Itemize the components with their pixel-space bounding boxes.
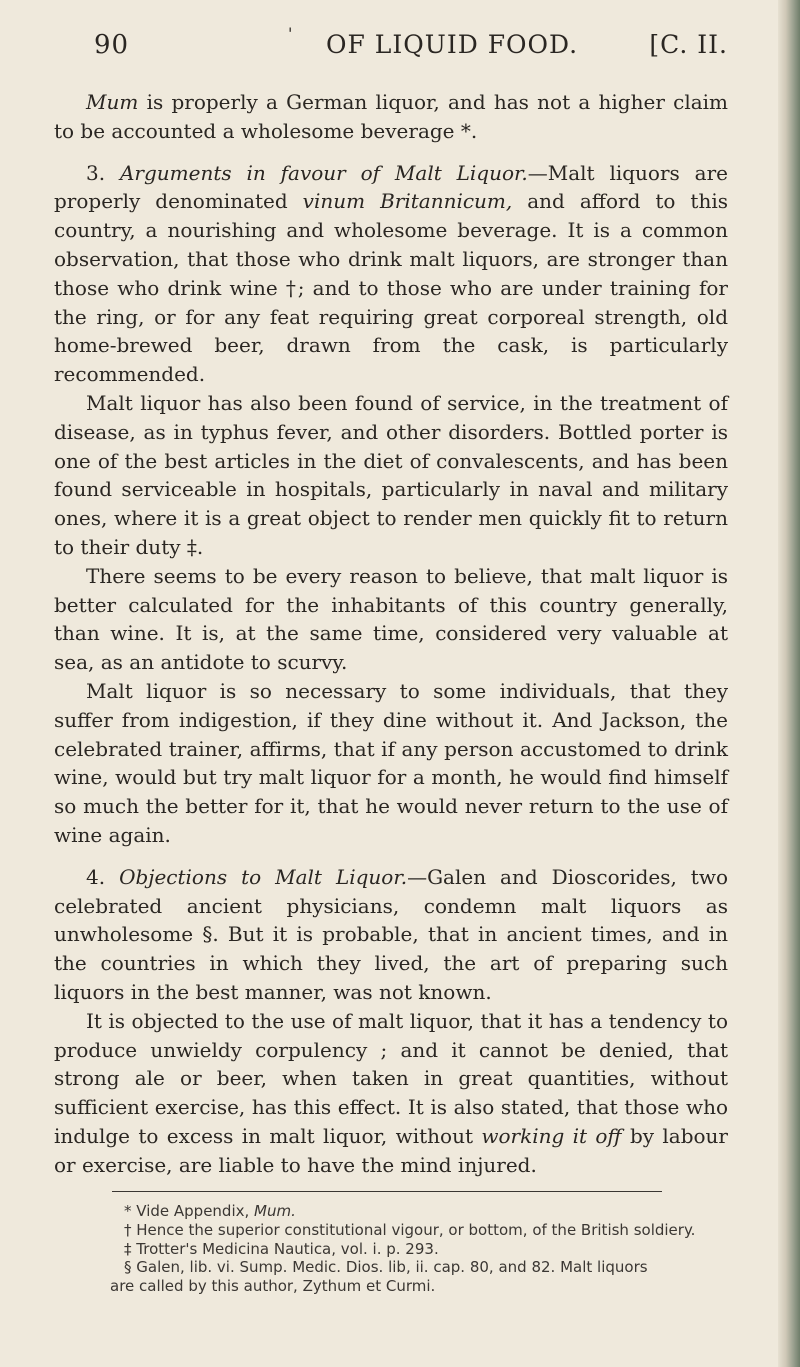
page-edge-binding	[778, 0, 800, 1367]
chapter-reference: [C. II.	[649, 30, 728, 59]
footnotes	[54, 1202, 728, 1295]
section-heading: Objections to Malt Liquor.	[119, 864, 408, 889]
paragraph-inhabitants: There seems to be every reason to believe, that malt liquor is better calculated for the inhabitants of this country generally, than wine. It is, at the same time, considered very valuable at sea, as an antidote to scurvy.	[54, 563, 728, 675]
running-head	[54, 22, 728, 86]
section-4-paragraph	[54, 863, 728, 1007]
body-text	[54, 88, 728, 1179]
footnote-2: † Hence the superior constitutional vigour, or bottom, of the British soldiery.	[124, 1221, 696, 1240]
footnote-4-continued: are called by this author, Zythum et Curmi.	[110, 1276, 436, 1295]
paragraph-text: —Malt liquors are properly denominated	[54, 160, 728, 214]
paragraph-mum	[54, 88, 728, 146]
term-mum: Mum	[86, 90, 139, 114]
emphasis-working-it-off: working it off	[481, 1123, 622, 1148]
footnote-rule	[112, 1191, 662, 1192]
section-heading: Arguments in favour of Malt Liquor.	[119, 160, 528, 185]
footnote-term: Mum.	[254, 1202, 296, 1221]
footnote-3: ‡ Trotter's Medicina Nautica, vol. i. p. 293.	[124, 1239, 439, 1258]
section-number: 3.	[86, 160, 120, 185]
paragraph-text: It is objected to the use of malt liquor, that it has a tendency to produce unwieldy corpulency ; and it cannot be denied, that strong ale or beer, when taken in great quantities, without sufficient exercise, has this effect. It is also stated, that those who indulge to excess in malt liquor, without	[54, 1008, 728, 1148]
footnote-4: § Galen, lib. vi. Sump. Medic. Dios. lib, ii. cap. 80, and 82. Malt liquors	[124, 1258, 648, 1277]
paragraph-corpulency	[54, 1007, 728, 1180]
paragraph-jackson: Malt liquor is so necessary to some individuals, that they suffer from indigestion, if they dine without it. And Jackson, the celebrated trainer, affirms, that if any person accustomed to drink wine, would but try malt liquor for a month, he would find himself so much the better for it, that he would never return to the use of wine again.	[54, 678, 728, 847]
section-3-paragraph	[54, 159, 728, 389]
section-number: 4.	[86, 864, 120, 889]
footnote-text: * Vide Appendix,	[124, 1202, 255, 1221]
paragraph-text: is properly a German liquor, and has not a higher claim to be accounted a wholesome beverage *.	[54, 90, 728, 143]
running-title: OF LIQUID FOOD.	[326, 30, 579, 59]
footnote-1	[124, 1202, 728, 1221]
paragraph-disease: Malt liquor has also been found of service, in the treatment of disease, as in typhus fever, and other disorders. Bottled porter is one of the best articles in the diet of convalescents, and has been found serviceable in hospitals, particularly in naval and military ones, where it is a great object to render men quickly fit to return to their duty ‡.	[54, 390, 728, 559]
page-number: 90	[94, 30, 130, 60]
paragraph-text: —Galen and Dioscorides, two celebrated ancient physicians, condemn malt liquors as unwholesome §. But it is probable, that in ancient times, and in the countries in which they lived, the art of preparing such liquors in the best manner, was not known.	[54, 864, 728, 1004]
paragraph-text: and afford to this country, a nourishing and wholesome beverage. It is a common observation, that those who drink malt liquors, are stronger than those who drink wine †; and to those who are under training for the ring, or for any feat requiring great corporeal strength, old home-brewed beer, drawn from the cask, is particularly recommended.	[54, 189, 728, 387]
latin-term: vinum Britannicum,	[302, 189, 513, 214]
paragraph-text: by labour or exercise, are liable to have the mind injured.	[54, 1123, 728, 1177]
printer-mark: '	[288, 24, 294, 43]
